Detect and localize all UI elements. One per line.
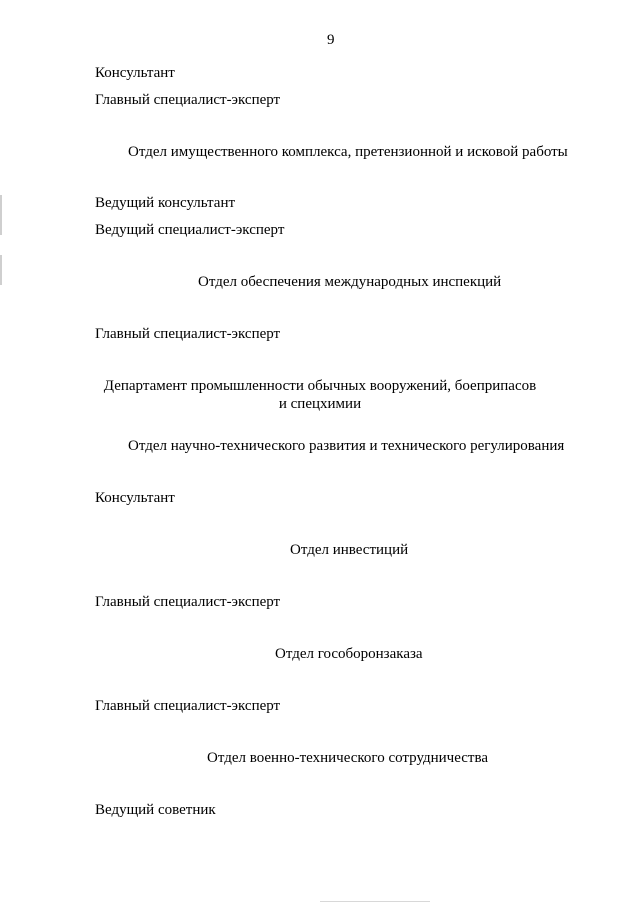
scan-edge-mark <box>0 255 2 285</box>
department-heading: Отдел научно-технического развития и технического регулирования <box>128 438 565 454</box>
position-title: Главный специалист-эксперт <box>95 698 281 714</box>
department-heading: Отдел военно-технического сотрудничества <box>207 750 489 766</box>
position-title: Главный специалист-эксперт <box>95 92 281 108</box>
position-title: Ведущий консультант <box>95 195 236 211</box>
scan-bottom-mark <box>320 901 430 902</box>
page-number: 9 <box>327 32 335 48</box>
scan-edge-mark <box>0 195 2 235</box>
position-title: Главный специалист-эксперт <box>95 326 281 342</box>
position-title: Консультант <box>95 65 175 81</box>
department-heading: Отдел инвестиций <box>290 542 409 558</box>
department-heading: Отдел гособоронзаказа <box>275 646 423 662</box>
division-heading-line-1: Департамент промышленности обычных вооружений, боеприпасов <box>103 378 537 394</box>
position-title: Ведущий специалист-эксперт <box>95 222 285 238</box>
division-heading-line-2: и спецхимии <box>278 396 362 412</box>
position-title: Консультант <box>95 490 175 506</box>
position-title: Главный специалист-эксперт <box>95 594 281 610</box>
position-title: Ведущий советник <box>95 802 216 818</box>
department-heading: Отдел имущественного комплекса, претензионной и исковой работы <box>128 144 568 160</box>
department-heading: Отдел обеспечения международных инспекций <box>198 274 502 290</box>
